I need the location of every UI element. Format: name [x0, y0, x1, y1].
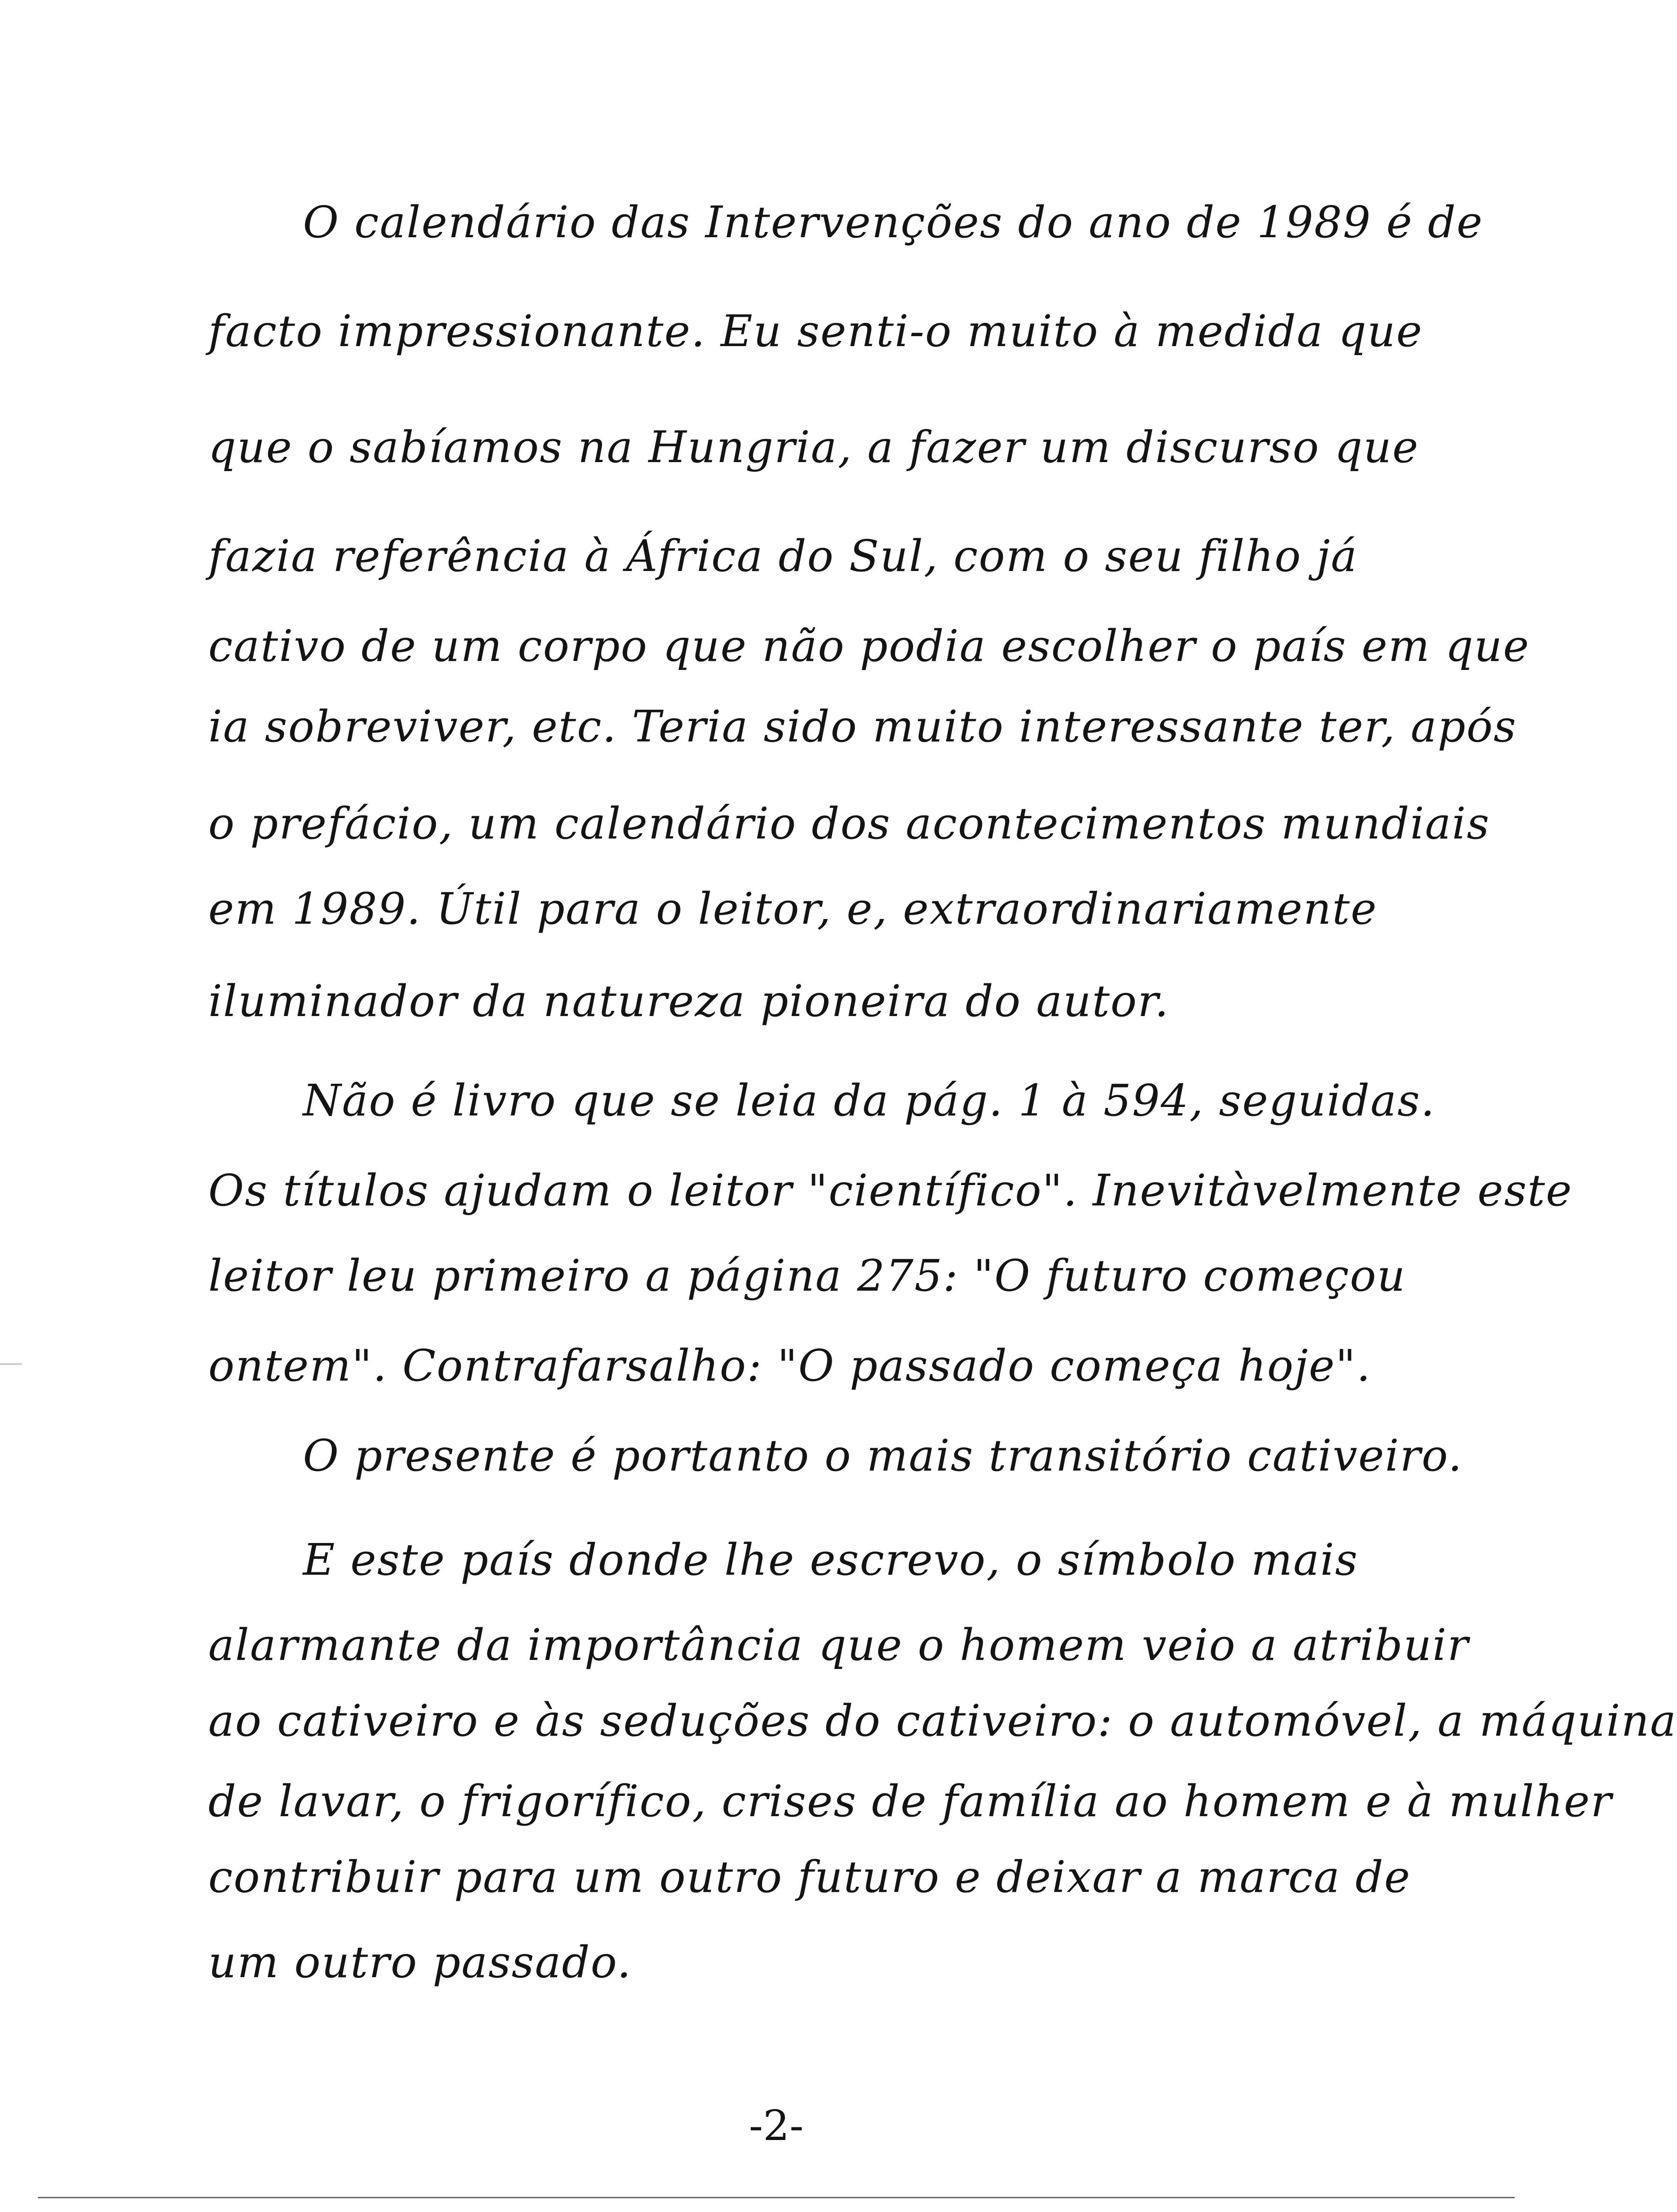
text-line: o prefácio, um calendário dos acontecimentos mundiais [208, 798, 1491, 849]
text-line: que o sabíamos na Hungria, a fazer um discurso que [208, 422, 1420, 473]
text-line: ia sobreviver, etc. Teria sido muito interessante ter, após [208, 701, 1517, 752]
text-line: E este país donde lhe escrevo, o símbolo mais [303, 1534, 1358, 1585]
page-number: -2- [749, 2101, 804, 2150]
text-line: Os títulos ajudam o leitor "científico". Inevitàvelmente este [208, 1165, 1573, 1216]
text-line: um outro passado. [208, 1937, 632, 1988]
text-line: alarmante da importância que o homem veio a atribuir [208, 1620, 1469, 1670]
text-line: facto impressionante. Eu senti-o muito à medida que [208, 306, 1423, 357]
text-line: O calendário das Intervenções do ano de 1989 é de [303, 197, 1483, 248]
text-line: iluminador da natureza pioneira do autor. [208, 976, 1170, 1026]
text-line: cativo de um corpo que não podia escolher o país em que [208, 621, 1530, 671]
bottom-rule [38, 2197, 1515, 2198]
text-line: O presente é portanto o mais transitório cativeiro. [303, 1430, 1463, 1481]
text-line: ao cativeiro e às seduções do cativeiro: o automóvel, a máquina [208, 1695, 1677, 1746]
text-line: fazia referência à África do Sul, com o seu filho já [208, 531, 1358, 581]
text-line: ontem". Contrafarsalho: "O passado começa hoje". [208, 1340, 1372, 1391]
text-line: Não é livro que se leia da pág. 1 à 594, seguidas. [303, 1075, 1436, 1126]
text-line: em 1989. Útil para o leitor, e, extraordinariamente [208, 883, 1378, 934]
scan-edge-mark [0, 1364, 22, 1365]
text-line: de lavar, o frigorífico, crises de família ao homem e à mulher [208, 1776, 1613, 1827]
text-line: leitor leu primeiro a página 275: "O futuro começou [208, 1250, 1406, 1301]
text-line: contribuir para um outro futuro e deixar a marca de [208, 1852, 1411, 1902]
